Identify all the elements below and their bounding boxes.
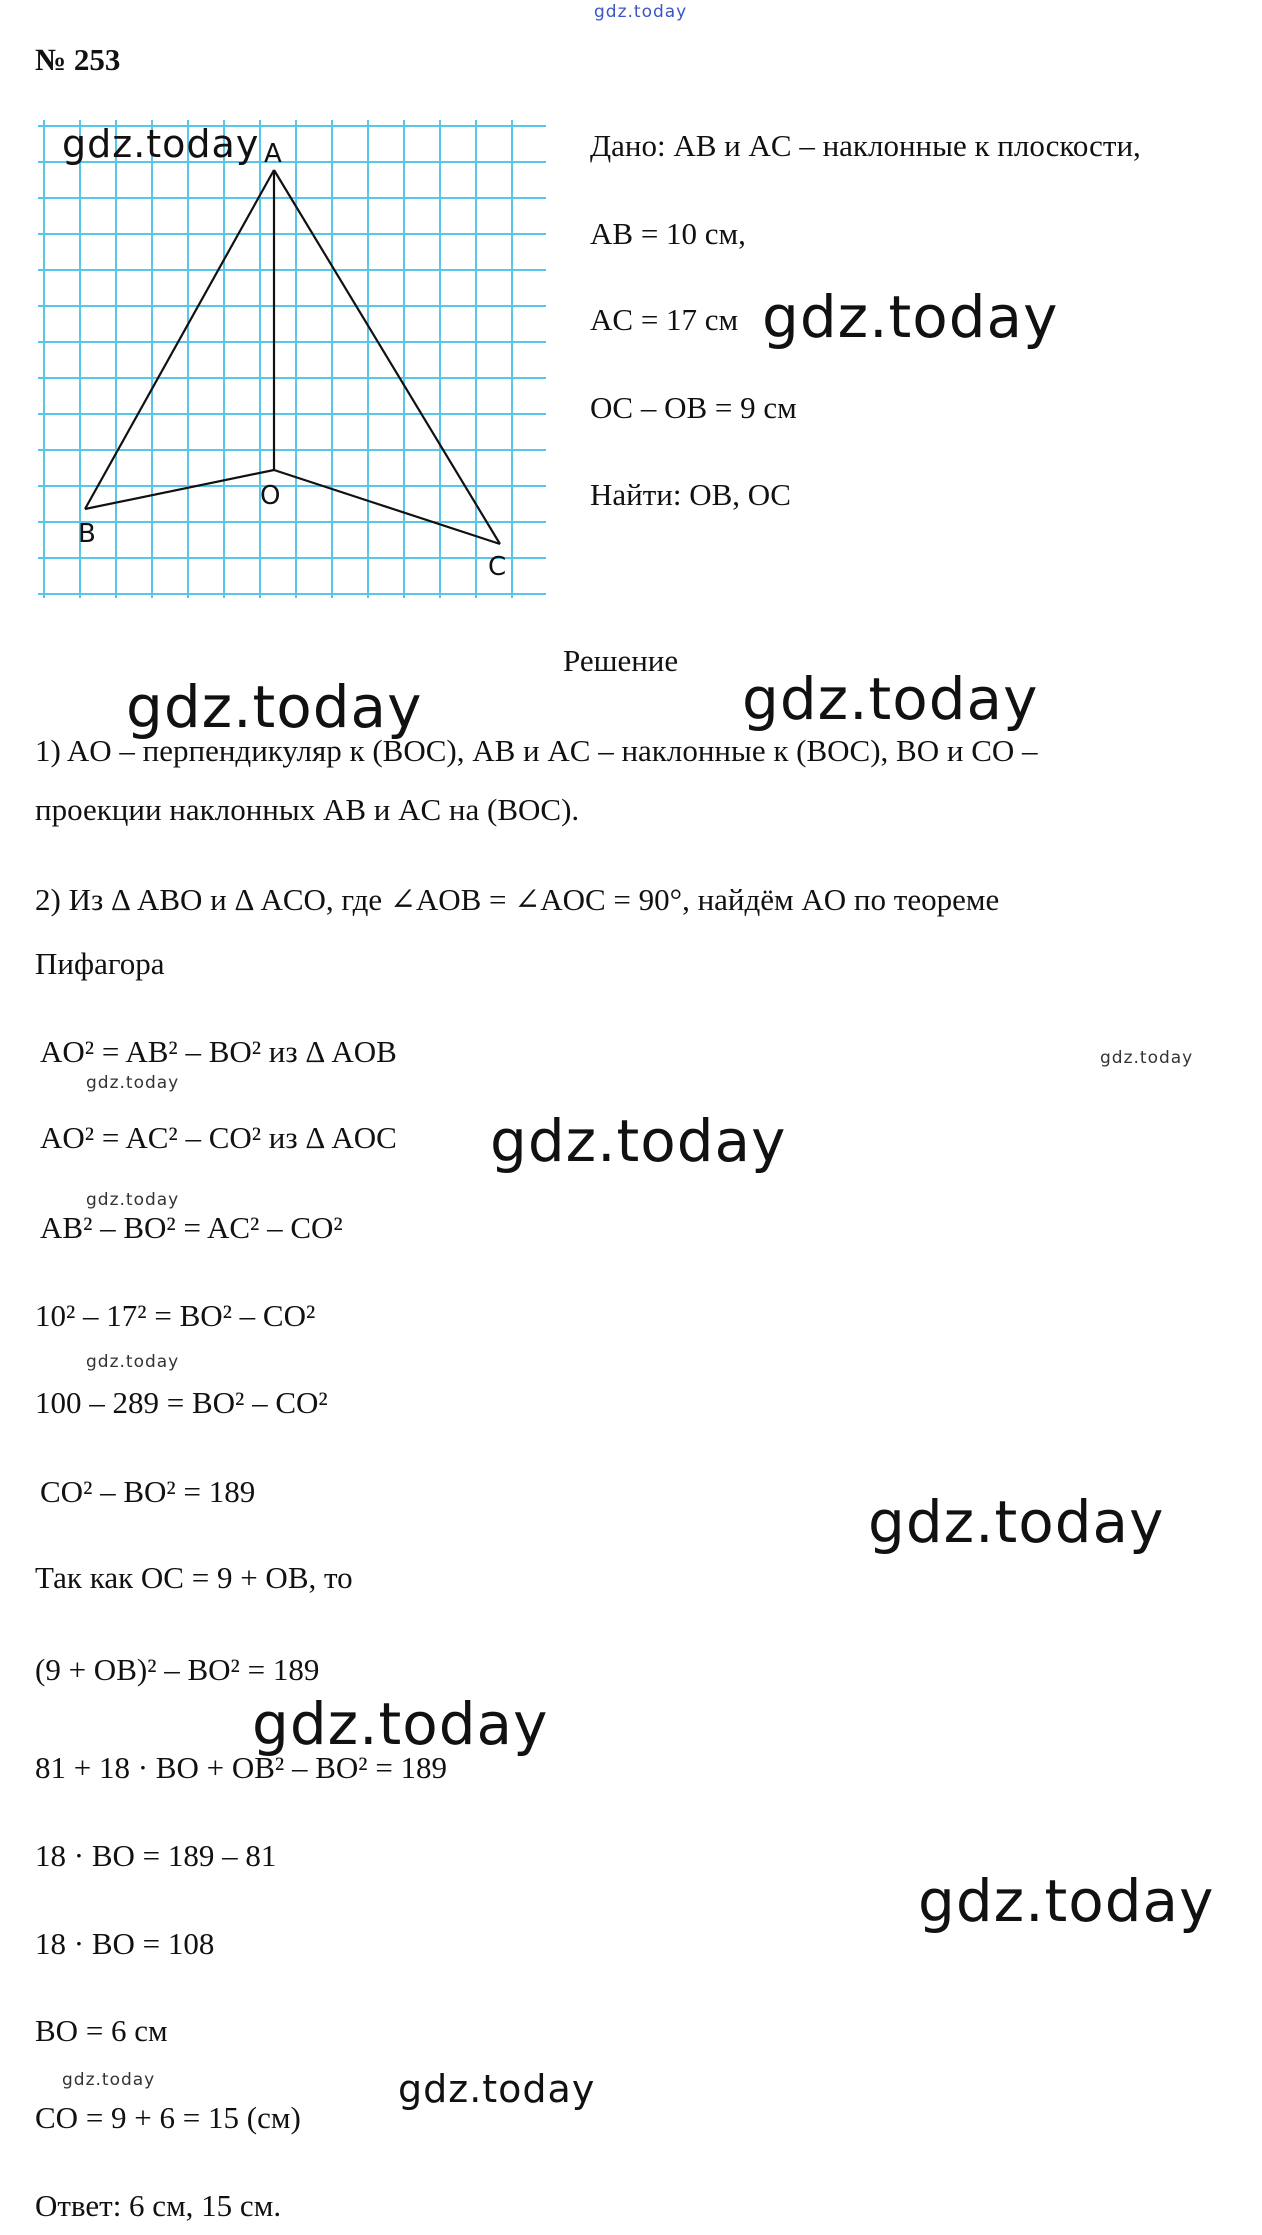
equation-11: 18 · BO = 108	[35, 1926, 215, 1961]
watermark-small-1: gdz.today	[1100, 1048, 1194, 1068]
given-line-5: Найти: OB, OC	[590, 477, 791, 512]
segment-ab	[85, 170, 274, 509]
watermark-7: gdz.today	[918, 1867, 1215, 1935]
given-line-4: OC – OB = 9 см	[590, 390, 797, 425]
equation-10: 18 · BO = 189 – 81	[35, 1838, 277, 1873]
segment-bo	[85, 470, 274, 509]
label-c: C	[488, 552, 507, 582]
step1-line1: 1) AO – перпендикуляр к (BOC), AB и AC – наклонные к (BOC), BO и CO –	[35, 733, 1038, 768]
equation-13: CO = 9 + 6 = 15 (см)	[35, 2100, 301, 2135]
watermark-small-5: gdz.today	[62, 2070, 156, 2090]
equation-8: (9 + OB)² – BO² = 189	[35, 1652, 320, 1687]
watermark-small-3: gdz.today	[86, 1190, 180, 1210]
segment-ac	[274, 170, 500, 544]
equation-2: AO² = AC² – CO² из Δ AOC	[40, 1120, 397, 1155]
given-line-1: Дано: AB и AC – наклонные к плоскости,	[590, 128, 1141, 163]
answer: Ответ: 6 см, 15 см.	[35, 2188, 282, 2223]
watermark-6: gdz.today	[252, 1690, 549, 1758]
equation-7: Так как OC = 9 + OB, то	[35, 1560, 353, 1595]
equation-6: CO² – BO² = 189	[40, 1474, 256, 1509]
watermark-2: gdz.today	[126, 673, 423, 741]
label-o: O	[260, 481, 281, 511]
given-line-3: AC = 17 см	[590, 302, 739, 337]
equation-9: 81 + 18 · BO + OB² – BO² = 189	[35, 1750, 448, 1785]
equation-3: AB² – BO² = AC² – CO²	[40, 1210, 343, 1245]
watermark-small-2: gdz.today	[86, 1073, 180, 1093]
watermark-3: gdz.today	[742, 665, 1039, 733]
equation-12: BO = 6 см	[35, 2013, 168, 2048]
triangle-lines	[85, 170, 500, 544]
equation-1: AO² = AB² – BO² из Δ AOB	[40, 1034, 397, 1069]
given-line-2: AB = 10 см,	[590, 216, 746, 251]
watermark-8: gdz.today	[398, 2067, 596, 2111]
equation-5: 100 – 289 = BO² – CO²	[35, 1385, 328, 1420]
watermark-top: gdz.today	[594, 2, 688, 22]
watermark-figure: gdz.today	[62, 122, 260, 166]
label-b: B	[78, 519, 96, 549]
geometry-figure	[38, 120, 546, 598]
watermark-small-4: gdz.today	[86, 1352, 180, 1372]
solution-heading: Решение	[563, 643, 679, 678]
segment-oc	[274, 470, 500, 544]
equation-4: 10² – 17² = BO² – CO²	[35, 1298, 316, 1333]
watermark-4: gdz.today	[490, 1107, 787, 1175]
watermark-5: gdz.today	[868, 1488, 1165, 1556]
label-a: A	[264, 139, 282, 169]
grid	[38, 120, 546, 598]
problem-number: № 253	[35, 42, 121, 77]
step2-line2: Пифагора	[35, 946, 165, 981]
step2-line1: 2) Из Δ ABO и Δ ACO, где ∠AOB = ∠AOC = 90°, найдём AO по теореме	[35, 882, 1000, 917]
watermark-1: gdz.today	[762, 283, 1059, 351]
step1-line2: проекции наклонных AB и AC на (BOC).	[35, 792, 580, 827]
